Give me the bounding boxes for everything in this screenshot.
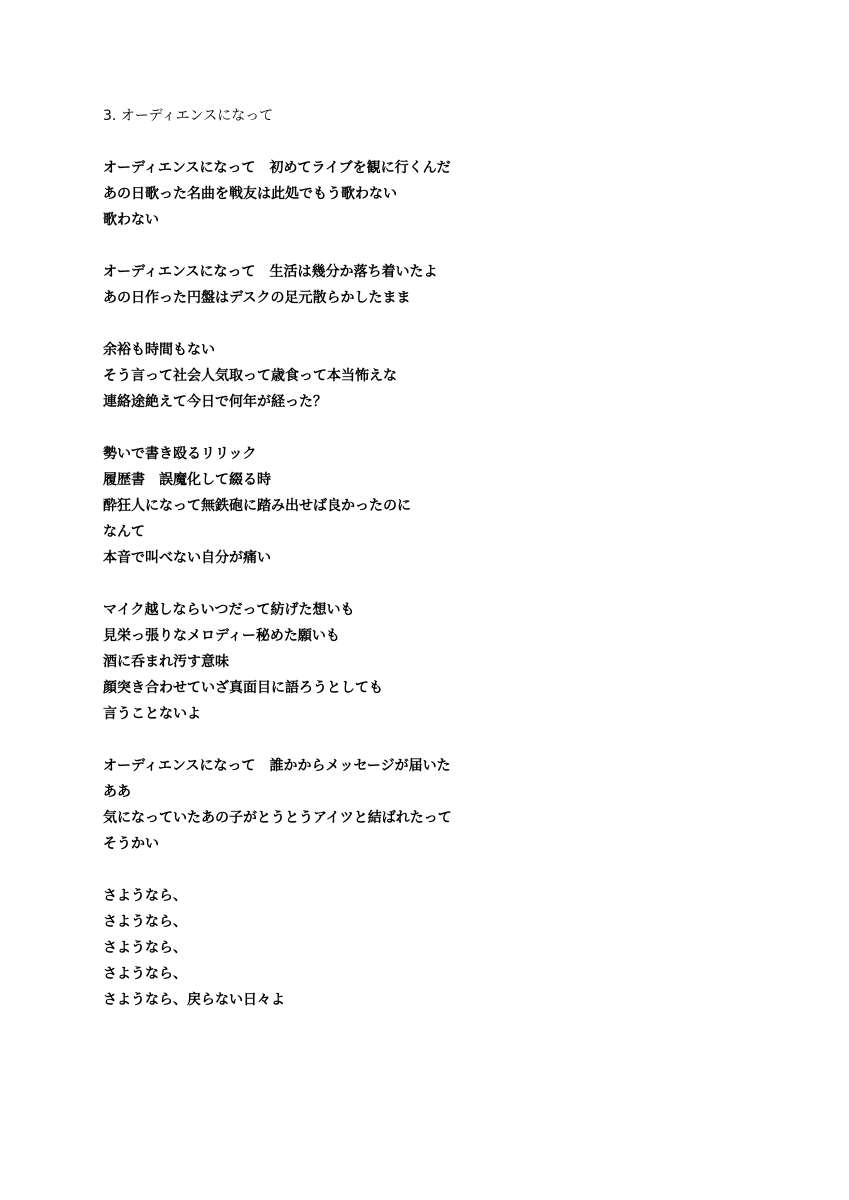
lyric-line: 余裕も時間もない (103, 342, 215, 358)
lyric-line: さようなら、 (103, 888, 187, 904)
lyric-line: 連絡途絶えて今日で何年が経った？ (103, 394, 327, 410)
lyric-line: さようなら、 (103, 940, 187, 956)
song-title: 3. オーディエンスになって (103, 108, 274, 124)
lyric-line: 気になっていたあの子がとうとうアイツと結ばれたって (103, 810, 452, 826)
lyric-line: マイク越しならいつだって紡げた想いも (103, 602, 355, 618)
lyric-line: 言うことないよ (103, 706, 201, 722)
lyrics-body (103, 103, 803, 1039)
lyric-line: オーディエンスになって 初めてライブを観に行くんだ (103, 160, 451, 176)
lyric-line: さようなら、 (103, 914, 187, 930)
lyric-line: さようなら、 (103, 966, 187, 982)
lyric-line: さようなら、戻らない日々よ (103, 992, 285, 1008)
stanza-1 (103, 155, 803, 233)
lyric-line: 見栄っ張りなメロディー秘めた願いも (103, 628, 340, 644)
lyric-line: 酒に呑まれ汚す意味 (103, 654, 229, 670)
lyric-line: なんて (103, 524, 145, 540)
lyric-line: 歌わない (103, 212, 159, 228)
lyric-line: あの日歌った名曲を戦友は此処でもう歌わない (103, 186, 397, 202)
stanza-5 (103, 597, 803, 727)
lyric-line: 本音で叫べない自分が痛い (103, 550, 271, 566)
lyric-line: オーディエンスになって 誰かからメッセージが届いた (103, 758, 451, 774)
stanza-7 (103, 883, 803, 1013)
lyric-line: ああ (103, 784, 131, 800)
lyric-line: オーディエンスになって 生活は幾分か落ち着いたよ (103, 264, 438, 280)
stanza-6 (103, 753, 803, 857)
lyric-line: 酔狂人になって無鉄砲に踏み出せば良かったのに (103, 498, 411, 514)
stanza-3 (103, 337, 803, 415)
lyric-line: 顔突き合わせていざ真面目に語ろうとしても (103, 680, 383, 696)
lyric-line: あの日作った円盤はデスクの足元散らかしたまま (103, 290, 411, 306)
stanza-2 (103, 259, 803, 311)
lyric-line: そう言って社会人気取って歳食って本当怖えな (103, 368, 397, 384)
lyric-line: 勢いで書き殴るリリック (103, 446, 257, 462)
stanza-4 (103, 441, 803, 571)
lyric-line: そうかい (103, 836, 159, 852)
lyric-line: 履歴書 誤魔化して綴る時 (103, 472, 271, 488)
